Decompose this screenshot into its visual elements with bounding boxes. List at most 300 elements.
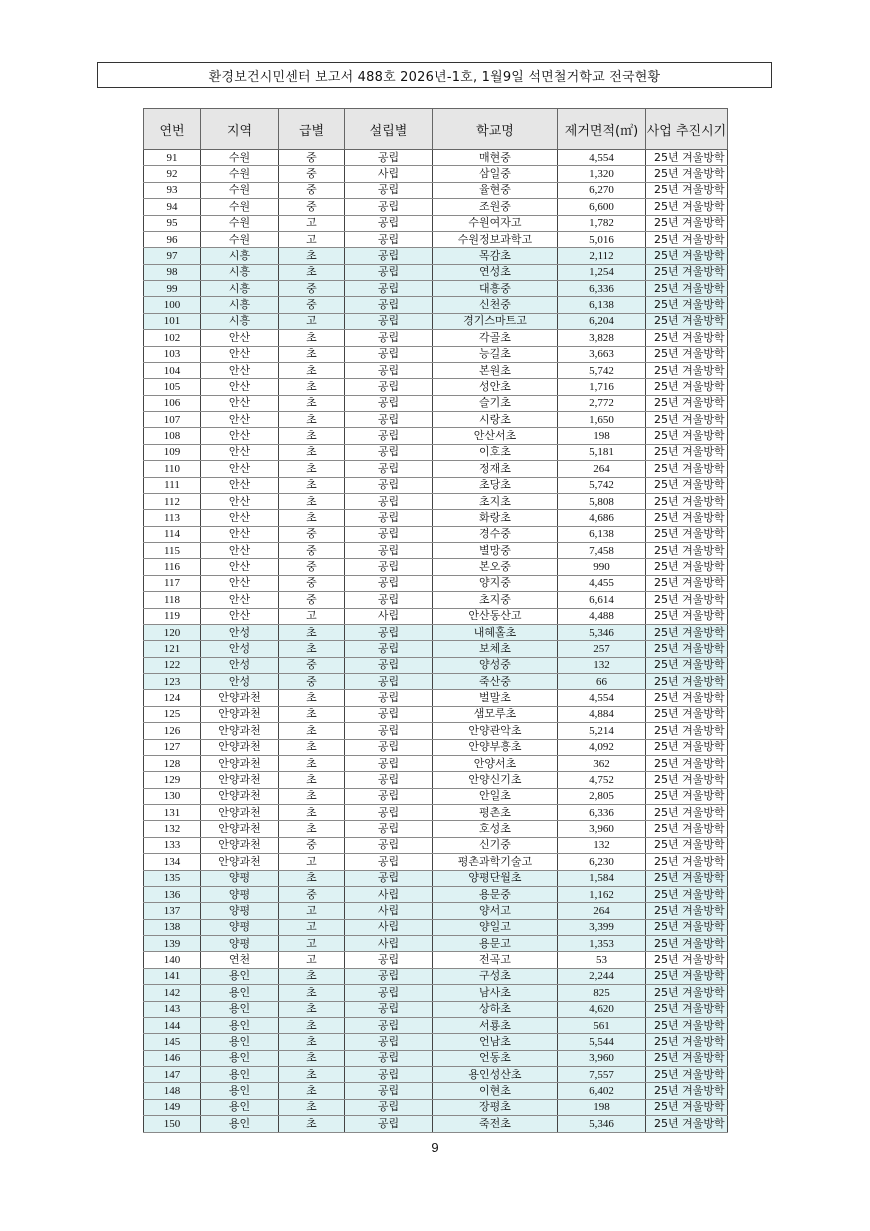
cell-region: 시흥 [201,313,279,329]
page-number: 9 [431,1140,439,1155]
cell-no: 104 [144,362,201,378]
cell-region: 안산 [201,330,279,346]
cell-level: 고 [279,608,345,624]
cell-type: 사립 [345,936,433,952]
cell-area: 1,320 [558,166,646,182]
cell-type: 공립 [345,510,433,526]
cell-area: 7,557 [558,1067,646,1083]
cell-type: 공립 [345,477,433,493]
cell-area: 3,960 [558,821,646,837]
cell-level: 고 [279,313,345,329]
cell-area: 825 [558,985,646,1001]
cell-period: 25년 겨울방학 [646,199,728,215]
cell-type: 공립 [345,362,433,378]
cell-period: 25년 겨울방학 [646,428,728,444]
table-row [144,575,728,591]
cell-period: 25년 겨울방학 [646,592,728,608]
column-header-period: 사업 추진시기 [646,109,728,150]
cell-level: 초 [279,739,345,755]
table-row [144,297,728,313]
cell-period: 25년 겨울방학 [646,624,728,640]
cell-school: 보체초 [433,641,558,657]
table-row [144,379,728,395]
cell-no: 133 [144,837,201,853]
cell-type: 공립 [345,281,433,297]
table-row [144,510,728,526]
cell-area: 5,808 [558,493,646,509]
cell-level: 중 [279,150,345,166]
column-header-no: 연번 [144,109,201,150]
cell-period: 25년 겨울방학 [646,575,728,591]
cell-no: 129 [144,772,201,788]
cell-type: 공립 [345,395,433,411]
cell-area: 6,204 [558,313,646,329]
cell-area: 2,244 [558,968,646,984]
cell-period: 25년 겨울방학 [646,1116,728,1132]
cell-no: 112 [144,493,201,509]
column-header-area: 제거면적(㎡) [558,109,646,150]
cell-area: 3,828 [558,330,646,346]
cell-type: 공립 [345,674,433,690]
cell-area: 3,399 [558,919,646,935]
cell-level: 초 [279,706,345,722]
cell-level: 초 [279,772,345,788]
cell-type: 공립 [345,1099,433,1115]
cell-no: 96 [144,231,201,247]
cell-type: 공립 [345,690,433,706]
table-row [144,772,728,788]
cell-region: 안산 [201,395,279,411]
cell-area: 5,346 [558,1116,646,1132]
cell-region: 안산 [201,444,279,460]
cell-school: 성안초 [433,379,558,395]
cell-level: 초 [279,1116,345,1132]
cell-region: 안산 [201,477,279,493]
cell-school: 언동초 [433,1050,558,1066]
cell-region: 안산 [201,543,279,559]
cell-region: 수원 [201,215,279,231]
cell-area: 990 [558,559,646,575]
cell-school: 안양신기초 [433,772,558,788]
cell-school: 안산동산고 [433,608,558,624]
cell-school: 양성중 [433,657,558,673]
cell-level: 중 [279,837,345,853]
cell-region: 안양과천 [201,723,279,739]
cell-school: 대흥중 [433,281,558,297]
cell-area: 53 [558,952,646,968]
cell-type: 공립 [345,723,433,739]
cell-no: 130 [144,788,201,804]
cell-region: 수원 [201,231,279,247]
cell-region: 안산 [201,362,279,378]
table-row [144,362,728,378]
cell-type: 공립 [345,1034,433,1050]
cell-school: 양지중 [433,575,558,591]
cell-type: 공립 [345,330,433,346]
cell-region: 시흥 [201,297,279,313]
cell-area: 1,353 [558,936,646,952]
cell-period: 25년 겨울방학 [646,461,728,477]
cell-type: 공립 [345,624,433,640]
cell-school: 연성초 [433,264,558,280]
cell-type: 공립 [345,1017,433,1033]
cell-level: 고 [279,936,345,952]
cell-area: 4,554 [558,150,646,166]
table-row [144,231,728,247]
cell-region: 수원 [201,166,279,182]
cell-region: 안산 [201,412,279,428]
table-row [144,739,728,755]
cell-region: 시흥 [201,281,279,297]
cell-type: 공립 [345,297,433,313]
cell-period: 25년 겨울방학 [646,281,728,297]
cell-area: 7,458 [558,543,646,559]
cell-type: 공립 [345,428,433,444]
cell-no: 94 [144,199,201,215]
cell-area: 1,162 [558,886,646,902]
cell-type: 공립 [345,1083,433,1099]
cell-area: 561 [558,1017,646,1033]
cell-no: 109 [144,444,201,460]
cell-level: 초 [279,362,345,378]
cell-period: 25년 겨울방학 [646,526,728,542]
column-header-type: 설립별 [345,109,433,150]
cell-area: 4,092 [558,739,646,755]
cell-level: 중 [279,199,345,215]
cell-area: 6,614 [558,592,646,608]
cell-area: 257 [558,641,646,657]
cell-region: 안양과천 [201,788,279,804]
cell-no: 115 [144,543,201,559]
table-row [144,559,728,575]
cell-period: 25년 겨울방학 [646,395,728,411]
table-row [144,723,728,739]
table-row [144,493,728,509]
table-row [144,1001,728,1017]
cell-type: 공립 [345,461,433,477]
cell-area: 6,230 [558,854,646,870]
cell-no: 137 [144,903,201,919]
cell-period: 25년 겨울방학 [646,313,728,329]
cell-period: 25년 겨울방학 [646,477,728,493]
cell-period: 25년 겨울방학 [646,723,728,739]
cell-type: 공립 [345,215,433,231]
cell-period: 25년 겨울방학 [646,755,728,771]
table-row [144,150,728,166]
cell-no: 108 [144,428,201,444]
cell-no: 113 [144,510,201,526]
cell-area: 198 [558,1099,646,1115]
cell-no: 150 [144,1116,201,1132]
cell-school: 죽전초 [433,1116,558,1132]
cell-level: 초 [279,379,345,395]
cell-no: 122 [144,657,201,673]
cell-area: 6,138 [558,297,646,313]
cell-school: 수원정보과학고 [433,231,558,247]
cell-region: 안산 [201,379,279,395]
cell-type: 공립 [345,1050,433,1066]
cell-area: 5,544 [558,1034,646,1050]
cell-period: 25년 겨울방학 [646,444,728,460]
cell-region: 안산 [201,428,279,444]
cell-period: 25년 겨울방학 [646,821,728,837]
cell-school: 평촌초 [433,805,558,821]
cell-type: 공립 [345,870,433,886]
table-row [144,444,728,460]
cell-area: 1,782 [558,215,646,231]
cell-region: 안양과천 [201,821,279,837]
cell-level: 초 [279,264,345,280]
cell-region: 안성 [201,657,279,673]
cell-level: 중 [279,674,345,690]
cell-level: 초 [279,1083,345,1099]
cell-region: 시흥 [201,248,279,264]
cell-level: 중 [279,281,345,297]
cell-level: 중 [279,166,345,182]
cell-area: 4,554 [558,690,646,706]
cell-period: 25년 겨울방학 [646,1099,728,1115]
cell-period: 25년 겨울방학 [646,657,728,673]
cell-level: 중 [279,575,345,591]
cell-period: 25년 겨울방학 [646,641,728,657]
table-row [144,755,728,771]
cell-area: 4,455 [558,575,646,591]
cell-period: 25년 겨울방학 [646,968,728,984]
cell-area: 4,752 [558,772,646,788]
cell-no: 121 [144,641,201,657]
cell-region: 양평 [201,886,279,902]
cell-type: 공립 [345,493,433,509]
cell-type: 공립 [345,526,433,542]
table-row [144,821,728,837]
cell-school: 정재초 [433,461,558,477]
cell-level: 고 [279,215,345,231]
cell-no: 118 [144,592,201,608]
cell-area: 1,650 [558,412,646,428]
cell-region: 안양과천 [201,739,279,755]
cell-type: 공립 [345,313,433,329]
cell-level: 초 [279,624,345,640]
cell-level: 초 [279,1017,345,1033]
school-table-container [143,108,727,1133]
cell-region: 용인 [201,1116,279,1132]
table-row [144,903,728,919]
table-row [144,952,728,968]
cell-region: 안양과천 [201,706,279,722]
cell-region: 용인 [201,1099,279,1115]
cell-period: 25년 겨울방학 [646,854,728,870]
cell-area: 3,960 [558,1050,646,1066]
cell-level: 초 [279,444,345,460]
cell-period: 25년 겨울방학 [646,772,728,788]
column-header-level: 급별 [279,109,345,150]
table-row [144,395,728,411]
cell-area: 4,884 [558,706,646,722]
cell-area: 5,181 [558,444,646,460]
cell-level: 초 [279,1067,345,1083]
cell-area: 4,686 [558,510,646,526]
cell-no: 126 [144,723,201,739]
cell-type: 공립 [345,788,433,804]
cell-no: 134 [144,854,201,870]
cell-school: 양서고 [433,903,558,919]
cell-level: 중 [279,297,345,313]
cell-area: 6,138 [558,526,646,542]
cell-level: 중 [279,657,345,673]
cell-type: 공립 [345,543,433,559]
table-row [144,805,728,821]
cell-area: 1,584 [558,870,646,886]
column-header-school: 학교명 [433,109,558,150]
cell-period: 25년 겨울방학 [646,690,728,706]
cell-period: 25년 겨울방학 [646,919,728,935]
cell-region: 용인 [201,1067,279,1083]
cell-school: 삼일중 [433,166,558,182]
cell-level: 초 [279,461,345,477]
cell-region: 용인 [201,968,279,984]
cell-no: 107 [144,412,201,428]
cell-region: 용인 [201,1050,279,1066]
cell-type: 공립 [345,412,433,428]
cell-school: 장평초 [433,1099,558,1115]
cell-school: 화랑초 [433,510,558,526]
cell-type: 공립 [345,231,433,247]
cell-region: 안양과천 [201,854,279,870]
cell-no: 105 [144,379,201,395]
table-row [144,215,728,231]
table-row [144,1083,728,1099]
cell-level: 중 [279,592,345,608]
cell-period: 25년 겨울방학 [646,608,728,624]
cell-school: 경수중 [433,526,558,542]
cell-period: 25년 겨울방학 [646,182,728,198]
table-row [144,248,728,264]
cell-type: 사립 [345,886,433,902]
cell-no: 132 [144,821,201,837]
cell-type: 공립 [345,150,433,166]
cell-period: 25년 겨울방학 [646,739,728,755]
cell-no: 125 [144,706,201,722]
cell-school: 목감초 [433,248,558,264]
column-header-region: 지역 [201,109,279,150]
cell-period: 25년 겨울방학 [646,952,728,968]
cell-type: 공립 [345,1067,433,1083]
cell-region: 용인 [201,1083,279,1099]
cell-school: 평촌과학기술고 [433,854,558,870]
cell-school: 각골초 [433,330,558,346]
cell-region: 연천 [201,952,279,968]
cell-school: 본오중 [433,559,558,575]
table-row [144,854,728,870]
cell-no: 135 [144,870,201,886]
report-header [97,62,772,88]
cell-no: 139 [144,936,201,952]
cell-level: 초 [279,805,345,821]
cell-region: 안양과천 [201,690,279,706]
cell-school: 안양부흥초 [433,739,558,755]
cell-type: 공립 [345,182,433,198]
table-row [144,936,728,952]
cell-type: 공립 [345,346,433,362]
cell-school: 용문중 [433,886,558,902]
cell-school: 양일고 [433,919,558,935]
cell-level: 초 [279,1034,345,1050]
cell-no: 146 [144,1050,201,1066]
cell-area: 5,346 [558,624,646,640]
cell-school: 이호초 [433,444,558,460]
cell-type: 공립 [345,592,433,608]
table-row [144,788,728,804]
cell-region: 시흥 [201,264,279,280]
cell-no: 99 [144,281,201,297]
cell-level: 초 [279,1001,345,1017]
cell-period: 25년 겨울방학 [646,493,728,509]
table-header [144,109,728,150]
cell-school: 본원초 [433,362,558,378]
cell-school: 호성초 [433,821,558,837]
cell-no: 140 [144,952,201,968]
cell-period: 25년 겨울방학 [646,166,728,182]
cell-no: 110 [144,461,201,477]
cell-no: 103 [144,346,201,362]
cell-type: 공립 [345,706,433,722]
cell-area: 3,663 [558,346,646,362]
cell-period: 25년 겨울방학 [646,1083,728,1099]
cell-area: 4,488 [558,608,646,624]
cell-level: 중 [279,559,345,575]
cell-area: 6,600 [558,199,646,215]
cell-school: 상하초 [433,1001,558,1017]
cell-area: 6,402 [558,1083,646,1099]
cell-type: 공립 [345,264,433,280]
cell-school: 용문고 [433,936,558,952]
cell-no: 102 [144,330,201,346]
table-row [144,985,728,1001]
table-row [144,1067,728,1083]
table-row [144,641,728,657]
cell-school: 슬기초 [433,395,558,411]
cell-no: 120 [144,624,201,640]
table-row [144,1050,728,1066]
table-row [144,706,728,722]
table-row [144,690,728,706]
cell-school: 수원여자고 [433,215,558,231]
cell-no: 111 [144,477,201,493]
cell-type: 공립 [345,952,433,968]
table-row [144,477,728,493]
cell-no: 117 [144,575,201,591]
cell-school: 조원중 [433,199,558,215]
cell-region: 용인 [201,1034,279,1050]
cell-period: 25년 겨울방학 [646,1034,728,1050]
cell-no: 149 [144,1099,201,1115]
cell-period: 25년 겨울방학 [646,985,728,1001]
cell-level: 초 [279,395,345,411]
cell-school: 샘모루초 [433,706,558,722]
table-row [144,199,728,215]
cell-period: 25년 겨울방학 [646,379,728,395]
cell-school: 시랑초 [433,412,558,428]
cell-region: 안양과천 [201,805,279,821]
cell-period: 25년 겨울방학 [646,1067,728,1083]
cell-no: 106 [144,395,201,411]
cell-school: 언남초 [433,1034,558,1050]
cell-region: 안산 [201,575,279,591]
cell-period: 25년 겨울방학 [646,674,728,690]
cell-region: 양평 [201,936,279,952]
cell-school: 남사초 [433,985,558,1001]
cell-area: 1,254 [558,264,646,280]
